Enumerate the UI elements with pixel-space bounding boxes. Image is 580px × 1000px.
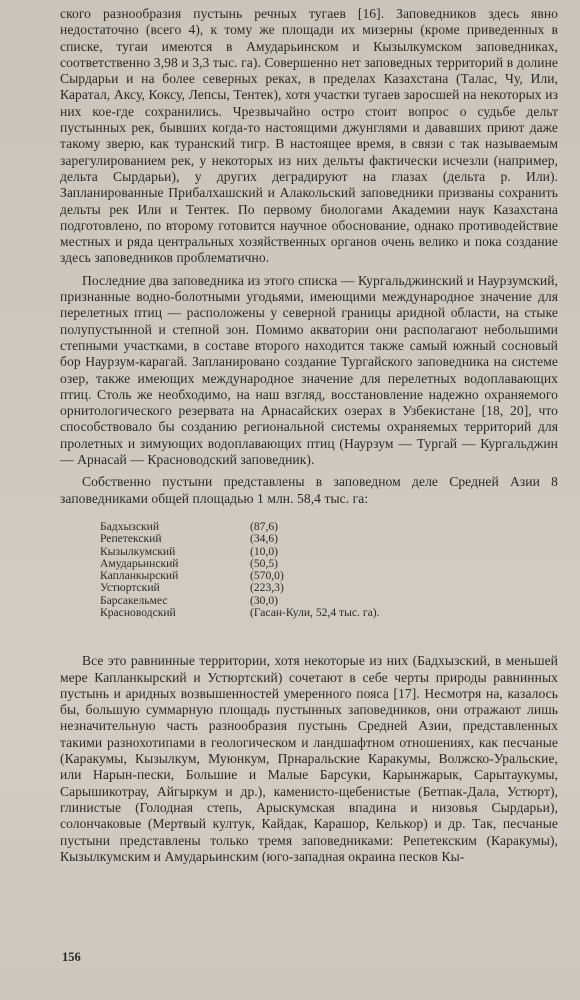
paragraph-desert-intro: Собственно пустыни представлены в заповедном деле Средней Азии 8 заповедниками общей площадью 1 млн. 58,4 тыс. га:: [60, 474, 558, 506]
reserve-area: (223,3): [250, 581, 284, 595]
reserve-name: Барсакельмес: [100, 593, 168, 607]
reserve-area: (34,6): [250, 532, 279, 546]
reserve-name: Устюртский: [100, 581, 160, 595]
reserve-name: Красноводский: [100, 605, 176, 619]
reserve-row: [100, 546, 558, 558]
reserve-area: (10,0): [250, 544, 279, 558]
paragraph-tugai: ского разнообразия пустынь речных тугаев [16]. Заповедников здесь явно недостаточно (всего 4), к тому же площади их мизерны (кроме приведенных в списке, тугаи имеются в Амударьинском и Кызылкумском заповедниках, соответственно 3,98 и 3,3 тыс. га). Совершенно нет заповедных территорий в долине Сырдарьи и на более северных реках, в пределах Казахстана (Талас, Чу, Или, Каратал, Аксу, Коксу, Лепсы, Тентек), хотя участки тугаев заросшей на некоторых из них кое-где сохранились. Чрезвычайно остро стоит вопрос о судьбе дельт пустынных рек, бывших когда-то настоящими джунглями и дававших приют даже такому зверю, как туранский тигр. В настоящее время, в связи с так называемым зарегулированием рек, у некоторых из них дельты фактически исчезли (например, дельта Сырдарьи), у других деградируют на глазах (дельта р. Или). Запланированные Прибалхашский и Алакольский заповедники призваны сохранить дельты рек Или и Тентек. По первому биологами Академии наук Казахстана подготовлено, по второму готовится научное обоснование, однако противодействие местных и ряда центральных хозяйственных органов очень велико и пока создание здесь заповедников проблематично.: [60, 6, 558, 266]
reserve-name: Бадхызский: [100, 519, 160, 533]
reserve-list: [100, 521, 558, 619]
reserve-row: [100, 570, 558, 582]
reserve-name: Капланкырский: [100, 569, 179, 583]
reserve-row: [100, 607, 558, 619]
reserve-area: (570,0): [250, 569, 284, 583]
paragraph-wetlands: Последние два заповедника из этого списка — Кургальджинский и Наурзумский, признанные водно-болотными угодьями, имеющими международное значение для перелетных птиц — расположены у северной границы аридной области, на стыке полупустынной и степной зон. Помимо акватории они располагают небольшими степными участками, в составе второго находится также самый южный сосновый бор Наурзум-карагай. Запланировано создание Тургайского заповедника на системе озер, также имеющих международное значение для перелетных водоплавающих птиц. Столь же необходимо, на наш взгляд, восстановление надежно охраняемого орнитологического резервата на Арнасайских озерах в Узбекистане [18, 20], что способствовало бы созданию региональной системы охраняемых территорий для пролетных и зимующих водоплавающих птиц (Наурзум — Тургай — Кургальджин — Арнасай — Красноводский заповедник).: [60, 272, 558, 468]
reserve-name: Амударьинский: [100, 556, 179, 570]
reserve-row: [100, 582, 558, 594]
reserve-name: Репетекский: [100, 532, 162, 546]
reserve-row: [100, 521, 558, 533]
paragraph-desert-types: Все это равнинные территории, хотя некоторые из них (Бадхызский, в меньшей мере Капланкырский и Устюртский) сочетают в себе черты природы равнинных пустынь и аридных возвышенностей умеренного пояса [17]. Несмотря на, казалось бы, большую суммарную площадь пустынных заповедников, они отражают лишь незначительную часть разнообразия пустынь Средней Азии, представленных такими разнохотипами в геологическом и ландшафтном отношениях, как песчаные (Каракумы, Кызылкум, Муюнкум, Прнаральские Каракумы, Волжско-Уральские, или Нарын-пески, Большие и Малые Барсуки, Карынжарык, Сарытаукумы, Сарышикотрау, Айгыркум и др.), каменисто-щебенистые (Бетпак-Дала, Устюрт), глинистые (Голодная степь, Арыскумская впадина и низовья Сырдарьи), солончаковые (Мертвый култук, Кайдак, Карашор, Келькор) и др. Так, песчаные пустыни представлены только тремя заповедниками: Репетекским (Каракумы), Кызылкумским и Амударьинским (юго-западная окраина песков Кы-: [60, 653, 558, 864]
reserve-area: (30,0): [250, 593, 279, 607]
reserve-area: (87,6): [250, 519, 279, 533]
reserve-row: [100, 533, 558, 545]
reserve-name: Кызылкумский: [100, 544, 176, 558]
reserve-area: (Гасан-Кули, 52,4 тыс. га).: [250, 605, 380, 619]
page-number: 156: [62, 950, 81, 964]
reserve-area: (50,5): [250, 556, 279, 570]
